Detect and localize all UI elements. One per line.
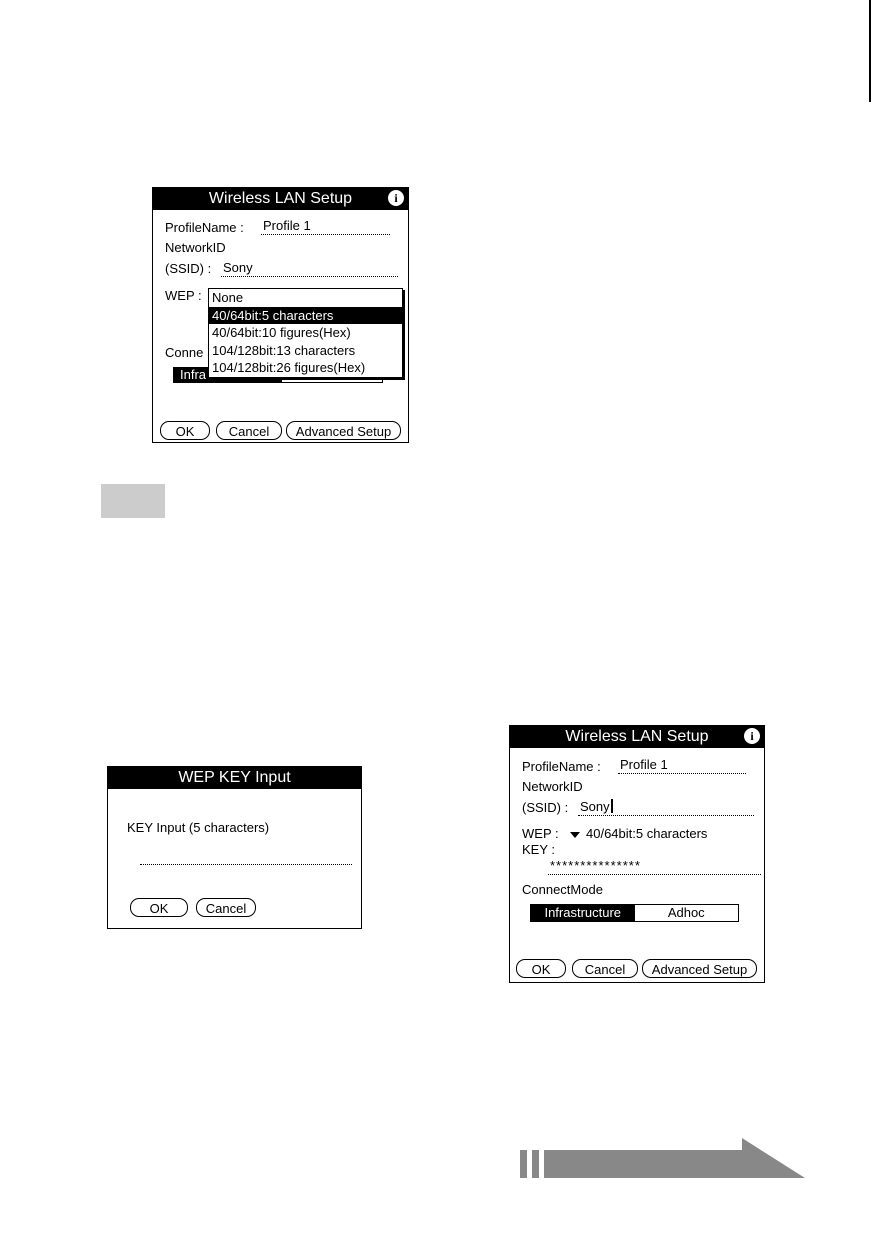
- wep-selected-value: 40/64bit:5 characters: [586, 826, 708, 841]
- mode-infrastructure-partial[interactable]: Infra: [174, 368, 282, 382]
- cancel-button[interactable]: Cancel: [196, 898, 256, 917]
- ssid-value[interactable]: [580, 799, 613, 815]
- text-cursor: [611, 799, 613, 813]
- wep-label: WEP :: [522, 826, 559, 841]
- screen-title: WEP KEY Input: [178, 769, 291, 786]
- mode-adhoc[interactable]: Adhoc: [667, 905, 705, 920]
- profile-name-label: ProfileName :: [165, 220, 244, 235]
- connect-mode-label-partial: Conne: [165, 345, 204, 360]
- advanced-setup-button[interactable]: Advanced Setup: [286, 421, 401, 440]
- title-bar: [510, 726, 764, 748]
- chevron-down-icon: [570, 832, 580, 838]
- key-label: KEY :: [522, 842, 556, 857]
- key-value[interactable]: ***************: [550, 858, 641, 873]
- profile-name-underline: [261, 234, 390, 235]
- ssid-text: Sony: [580, 799, 610, 814]
- title-bar: [153, 188, 408, 210]
- ok-button[interactable]: OK: [516, 959, 566, 978]
- key-input-field[interactable]: [140, 864, 352, 865]
- ssid-label: (SSID) :: [165, 261, 212, 276]
- profile-name-value[interactable]: Profile 1: [263, 218, 311, 233]
- wep-option-none[interactable]: None: [212, 290, 244, 305]
- profile-name-underline: [618, 773, 746, 774]
- key-input-prompt: KEY Input (5 characters): [127, 820, 270, 835]
- info-icon[interactable]: i: [744, 728, 760, 744]
- connect-mode-segment[interactable]: [530, 904, 739, 922]
- wep-key-input-screen: [107, 766, 362, 929]
- profile-name-value[interactable]: Profile 1: [620, 757, 668, 772]
- cancel-button[interactable]: Cancel: [216, 421, 282, 440]
- wep-option-40-64-hex[interactable]: 40/64bit:10 figures(Hex): [212, 325, 351, 341]
- ssid-underline: [221, 276, 398, 277]
- page-edge-mark: [869, 0, 871, 102]
- network-id-label: NetworkID: [165, 240, 226, 255]
- title-bar: [108, 767, 361, 789]
- key-underline: [548, 874, 761, 875]
- ok-button[interactable]: OK: [130, 898, 188, 917]
- advanced-setup-button[interactable]: Advanced Setup: [642, 959, 757, 978]
- wep-label: WEP :: [165, 288, 202, 303]
- connect-mode-label: ConnectMode: [522, 882, 603, 897]
- info-icon[interactable]: i: [388, 190, 404, 206]
- wireless-setup-screen-2: [509, 725, 765, 983]
- ssid-label: (SSID) :: [522, 800, 569, 815]
- ok-button[interactable]: OK: [160, 421, 210, 440]
- cancel-button[interactable]: Cancel: [572, 959, 638, 978]
- screen-title: Wireless LAN Setup: [565, 728, 709, 745]
- wep-selector[interactable]: [570, 826, 707, 842]
- ssid-value[interactable]: Sony: [223, 260, 253, 275]
- wep-option-104-128-hex[interactable]: 104/128bit:26 figures(Hex): [212, 360, 366, 376]
- screen-title: Wireless LAN Setup: [208, 190, 353, 207]
- continue-arrow-icon: [520, 1138, 810, 1178]
- ssid-underline: [578, 815, 754, 816]
- wep-option-40-64-5char[interactable]: 40/64bit:5 characters: [209, 307, 402, 325]
- mode-infrastructure[interactable]: Infrastructure: [531, 905, 635, 921]
- wep-option-104-128-13char[interactable]: 104/128bit:13 characters: [212, 342, 356, 358]
- profile-name-label: ProfileName :: [522, 759, 601, 774]
- network-id-label: NetworkID: [522, 779, 583, 794]
- section-tab-marker: [101, 484, 165, 518]
- wep-dropdown-list[interactable]: [208, 288, 403, 378]
- wireless-setup-screen-1: [152, 187, 409, 443]
